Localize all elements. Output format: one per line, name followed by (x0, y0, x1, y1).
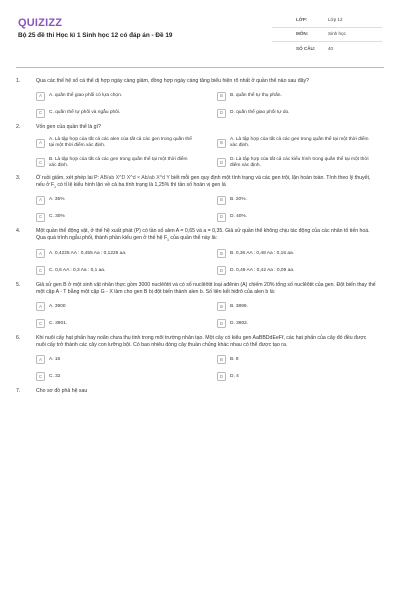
question-text: Giả sử gen B ở một sinh vật nhân thực gồm 3000 nuclêôtit và có số nuclêôtit loại ađênin (A) chiếm 20% tổng số nuclêôtit của gen. Đột biến thay thế một cặp A - T bằng một cặp G - X làm cho gen B bị đột biến thành alen b. Số liên kết hiđrô của alen b là: (36, 281, 376, 295)
question-number: 4. (16, 228, 21, 235)
worksheet-title: Bộ 25 đề thi Học kì 1 Sinh học 12 có đáp án - Đề 19 (18, 32, 173, 39)
worksheet-meta (272, 14, 382, 56)
option-letter: B (217, 355, 226, 364)
option-c[interactable] (36, 108, 195, 118)
option-letter: D (217, 109, 226, 118)
option-c[interactable] (36, 157, 195, 169)
option-letter: C (36, 109, 45, 118)
option-text: D. Là tập hợp của tất cả các kiểu hình trong quần thể tại một thời điểm xác định. (230, 156, 369, 168)
option-letter: A (36, 139, 45, 148)
question-text-part: Ở ruồi giấm, xét phép lai P: (36, 174, 99, 181)
option-letter: A (36, 355, 45, 364)
option-a[interactable] (36, 91, 195, 101)
question-4 (16, 228, 384, 275)
option-a[interactable] (36, 355, 195, 365)
option-letter: B (217, 92, 226, 101)
option-b[interactable] (217, 195, 376, 205)
cross-formula: AB/ab X^D X^d × Ab/ab X^d Y (100, 174, 170, 181)
option-c[interactable] (36, 372, 195, 382)
question-number: 1. (16, 78, 21, 84)
question-1 (16, 78, 384, 118)
option-letter: C (36, 266, 45, 275)
option-text: A. 16 (49, 356, 61, 362)
worksheet-header (16, 0, 384, 68)
option-b[interactable] (217, 355, 376, 365)
option-letter: B (217, 302, 226, 311)
meta-value: Lớp 12 (328, 17, 343, 23)
question-text: Qua các thế hệ số cá thể dị hợp ngày càng giảm, đồng hợp ngày càng tăng biểu hiện rõ nhất ở quần thể nào sau đây? (36, 78, 309, 84)
question-6 (16, 335, 384, 382)
question-text: Cho sơ đồ phả hệ sau (36, 387, 88, 394)
question-text (36, 175, 376, 189)
option-a[interactable] (36, 137, 195, 149)
meta-row-subject (272, 28, 382, 42)
question-7 (16, 388, 384, 401)
option-a[interactable] (36, 195, 195, 205)
option-b[interactable] (217, 137, 376, 149)
question-number: 2. (16, 124, 21, 131)
option-text: C. 3901. (49, 320, 68, 326)
option-text: D. 0,49 AA : 0,42 Aa : 0,09 aa. (230, 267, 295, 273)
option-b[interactable] (217, 249, 376, 259)
option-text: B. 0,36 AA : 0,48 Aa : 0,16 aa. (230, 250, 295, 256)
option-text: A. 35% (49, 197, 65, 203)
question-text-part: của quần thể này là: (170, 235, 218, 242)
option-d[interactable] (217, 266, 376, 276)
option-letter: A (36, 196, 45, 205)
option-c[interactable] (36, 319, 195, 329)
meta-row-class (272, 14, 382, 28)
option-letter: C (36, 158, 45, 167)
option-text: B. quần thể tự thụ phấn. (230, 92, 282, 98)
subscript: 1 (54, 185, 56, 190)
question-text: Vốn gen của quần thể là gì? (36, 124, 101, 131)
question-text: Khi nuôi cấy hạt phấn hay noãn chưa thụ tinh trong môi trường nhân tạo. Một cây có kiểu gen AaBBDdEeFf, các hạt phấn của cây đó đều được nuôi cấy trở thành các cây con lưỡng bội. Có bao nhiêu dòng cây thuần chủng khác nhau có thể được tạo ra. (36, 334, 367, 348)
option-a[interactable] (36, 302, 195, 312)
question-number: 5. (16, 281, 21, 288)
meta-row-count (272, 42, 382, 56)
meta-label: LỚP: (296, 17, 308, 23)
option-d[interactable] (217, 319, 376, 329)
option-b[interactable] (217, 302, 376, 312)
option-d[interactable] (217, 212, 376, 222)
question-2 (16, 124, 384, 169)
option-letter: A (36, 92, 45, 101)
option-text: D. quần thể giao phối tự do. (230, 109, 290, 115)
meta-value: Sinh học (328, 31, 346, 37)
option-text: A. Là tập hợp của tất cả các gen trong quần thể tại một thời điểm xác định. (230, 137, 369, 149)
question-text-part: biết mỗi gen quy định một tính trạng và các gen trội, lặn hoàn toàn. Tính theo lý thuyết, nếu ở F (36, 174, 371, 188)
option-text: A. 0,4225 AA : 0,455 Aa : 0,1225 aa. (49, 250, 127, 256)
option-letter: D (217, 319, 226, 328)
option-a[interactable] (36, 249, 195, 259)
option-b[interactable] (217, 91, 376, 101)
meta-label: MÔN: (296, 31, 309, 37)
option-letter: C (36, 213, 45, 222)
subscript: 1 (167, 238, 169, 243)
question-number: 7. (16, 387, 21, 394)
question-text-part: Một quần thể động vật, ở thế hệ xuất phát (P) có tần số alen A = 0,65 và a = 0,35. Giả sử quần thể không chịu tác động của các nhân tố tiến hoá. Qua quá trình ngẫu phối, thành phần kiểu gen ở thế hệ F (36, 228, 370, 242)
option-letter: A (36, 249, 45, 258)
question-number: 3. (16, 174, 21, 181)
option-letter: A (36, 302, 45, 311)
option-text: A. 3900 (49, 303, 66, 309)
option-text: A. quần thể giao phối có lựa chọn. (49, 92, 123, 98)
question-text (36, 228, 376, 242)
option-letter: D (217, 213, 226, 222)
option-c[interactable] (36, 212, 195, 222)
option-d[interactable] (217, 108, 376, 118)
option-d[interactable] (217, 372, 376, 382)
option-letter: B (217, 139, 226, 148)
option-text: B. 8 (230, 356, 239, 362)
option-letter: D (217, 266, 226, 275)
question-5 (16, 282, 384, 329)
option-text: D. 40%. (230, 214, 248, 220)
option-text: C. 30% (49, 214, 65, 220)
meta-value: 40 (328, 45, 334, 51)
option-c[interactable] (36, 266, 195, 276)
option-text: C. 32 (49, 373, 61, 379)
option-text: C. quần thể tự phối và ngẫu phối. (49, 109, 121, 115)
option-letter: D (217, 372, 226, 381)
option-letter: C (36, 372, 45, 381)
question-number: 6. (16, 334, 21, 341)
option-letter: B (217, 249, 226, 258)
quizizz-logo: QUIZIZZ (18, 17, 63, 29)
option-text: B. Là tập hợp của tất cả các gen trong quần thể tại một thời điểm xác định. (49, 156, 188, 168)
question-list (16, 68, 384, 401)
option-text: C. 0,6 AA : 0,3 Aa : 0,1 aa. (49, 267, 106, 273)
option-letter: D (217, 158, 226, 167)
meta-label: SỐ CÂU: (296, 45, 316, 51)
option-text: B. 20%. (230, 197, 247, 203)
question-3 (16, 175, 384, 222)
option-text: D. 4 (230, 373, 239, 379)
option-text: B. 3899. (230, 303, 248, 309)
option-d[interactable] (217, 157, 376, 169)
option-text: A. Là tập hợp của tất cả các alen của tất cả các gen trong quần thể tại một thời điểm xác định. (49, 137, 192, 149)
option-text: D. 3902. (230, 320, 249, 326)
question-text-part: có tỉ lệ kiểu hình lặn về cả ba tính trạng là 1,25% thì tần số hoán vị gen là (57, 181, 226, 188)
option-letter: B (217, 196, 226, 205)
option-letter: C (36, 319, 45, 328)
